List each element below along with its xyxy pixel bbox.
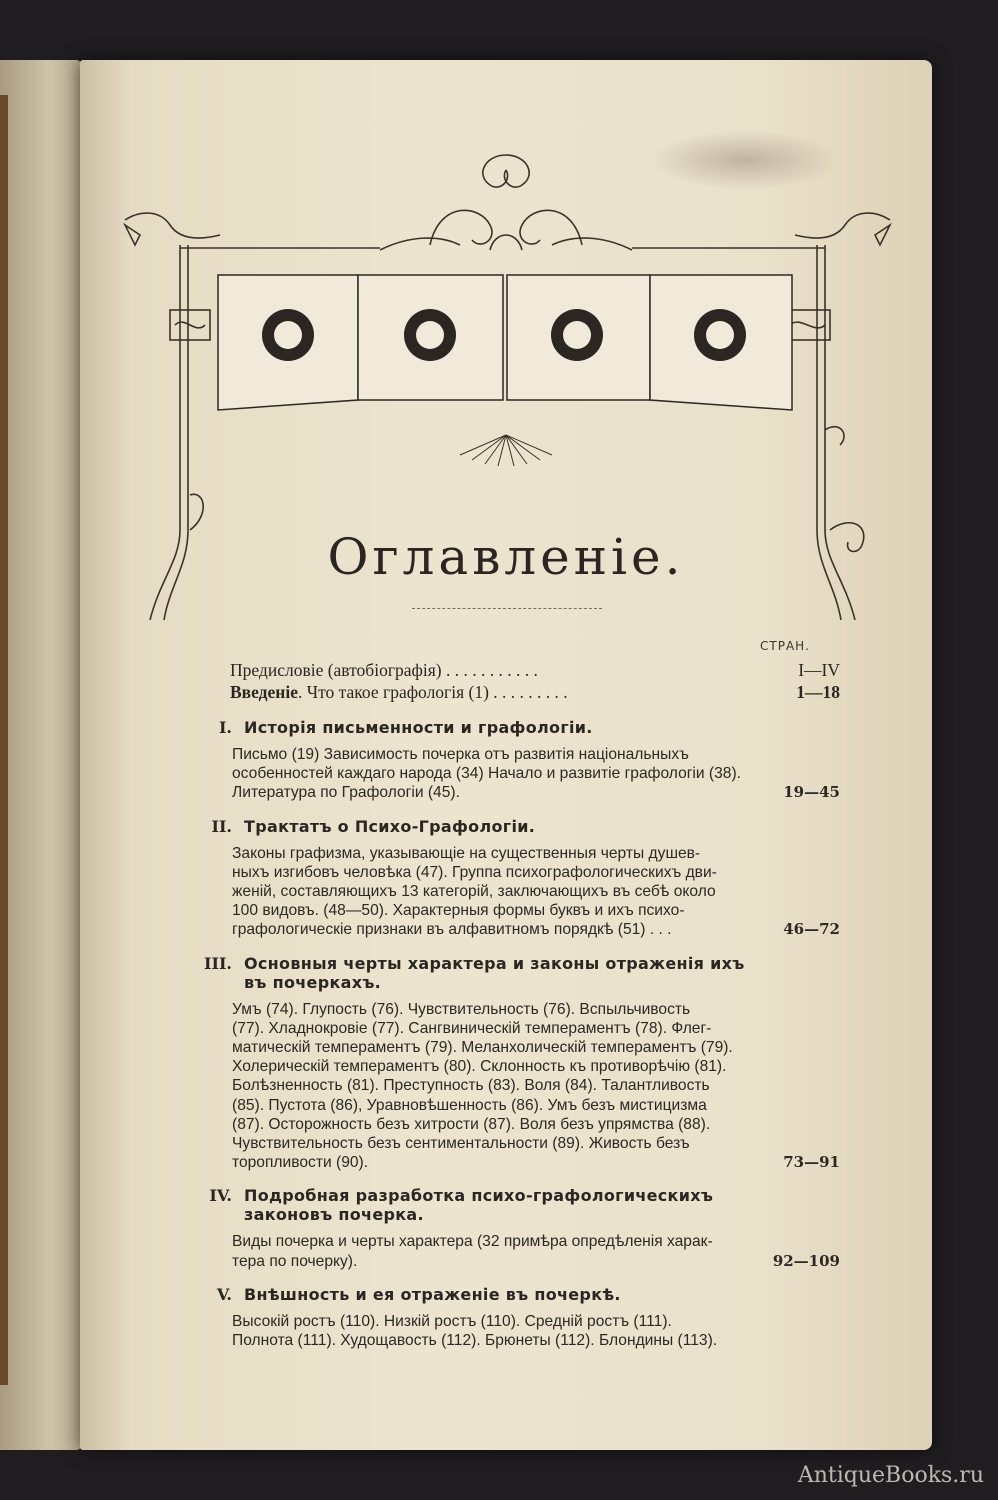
description-line: (85). Пустота (86), Уравновѣшенность (86). Умъ безъ мистицизма [232, 1096, 707, 1114]
chapter-pages: 19—45 [783, 783, 840, 802]
chapter-description [180, 1000, 840, 1173]
chapter-number: IV. [209, 1186, 232, 1206]
chapter-description [180, 745, 840, 803]
description-line: Умъ (74). Глупость (76). Чувствительность (76). Вспыльчивость [232, 1000, 691, 1018]
chapter-number: V. [216, 1284, 232, 1304]
chapter-description [180, 1312, 840, 1350]
site-watermark: AntiqueBooks.ru [797, 1463, 984, 1488]
chapter-title: Трактатъ о Психо-Графологіи. [244, 816, 536, 836]
description-line: Литература по Графологіи (45). [232, 784, 460, 802]
book-page [80, 60, 932, 1450]
table-of-contents [180, 660, 840, 1350]
description-line: тера по почерку). [232, 1252, 358, 1270]
description-line: Высокій ростъ (110). Низкій ростъ (110). Средній ростъ (111). [232, 1312, 672, 1330]
book-cover-edge [0, 95, 8, 1385]
chapter-3 [180, 954, 840, 1173]
description-line: торопливости (90). [232, 1154, 369, 1172]
pages-column-label: СТРАН. [760, 639, 810, 653]
description-line: (87). Осторожность безъ хитрости (87). Воля безъ упрямства (88). [232, 1115, 711, 1133]
chapter-1 [180, 718, 840, 803]
chapter-number: I. [218, 718, 232, 737]
dot-leader: . . . . . . . . . . . [441, 660, 538, 680]
description-line: графологическіе признаки въ алфавитномъ порядкѣ (51) . . . [232, 921, 672, 939]
chapter-number: III. [203, 953, 232, 973]
chapter-5 [180, 1285, 840, 1350]
description-line: Виды почерка и черты характера (32 примѣра опредѣленія харак- [232, 1233, 713, 1251]
description-line: ныхъ изгибовъ человѣка (47). Группа психографологическихъ дви- [232, 863, 717, 881]
chapter-2 [180, 817, 840, 940]
chapter-description [180, 1232, 840, 1270]
toc-entry-introduction [180, 682, 840, 704]
toc-entry-preface [180, 660, 840, 682]
facing-page-edge [0, 60, 82, 1450]
chapter-title: Подробная разработка психо-графологическихъ [244, 1186, 714, 1206]
entry-title: . Что такое графологія (1) [298, 682, 489, 702]
description-line: Болѣзненность (81). Преступность (83). Воля (84). Талантливость [232, 1077, 710, 1095]
entry-pages: 1—18 [796, 682, 840, 702]
chapter-description [180, 844, 840, 940]
chapter-title: Исторія письменности и графологіи. [244, 718, 593, 737]
chapter-title-continued: законовъ почерка. [244, 1205, 424, 1225]
description-line: Чувствительность безъ сентиментальности (89). Живость безъ [232, 1135, 690, 1153]
description-line: матическій темпераментъ (79). Меланхолическій темпераментъ (79). [232, 1039, 733, 1057]
title-divider [412, 608, 602, 609]
description-line: (77). Хладнокровіе (77). Сангвиническій темпераментъ (78). Флег- [232, 1019, 712, 1037]
entry-title: Предисловіе (автобіографія) [230, 660, 442, 680]
chapter-title: Основныя черты характера и законы отраженія ихъ [244, 953, 745, 973]
dot-leader: . . . . . . . . . [488, 682, 568, 702]
description-line: Письмо (19) Зависимость почерка отъ развитія національныхъ [232, 746, 689, 763]
chapter-number: II. [211, 816, 232, 836]
description-line: Полнота (111). Худощавость (112). Брюнеты (112). Блондины (113). [232, 1332, 718, 1350]
entry-pages: I—IV [798, 660, 840, 680]
chapter-pages: 73—91 [783, 1153, 840, 1172]
chapter-pages: 46—72 [783, 920, 840, 939]
chapter-4 [180, 1186, 840, 1270]
chapter-title-continued: въ почеркахъ. [244, 972, 382, 992]
description-line: особенностей каждаго народа (34) Начало и развитіе графологіи (38). [232, 765, 741, 783]
chapter-title: Внѣшность и ея отраженіе въ почеркѣ. [244, 1284, 621, 1304]
description-line: Законы графизма, указывающіе на существенныя черты душев- [232, 844, 701, 862]
chapter-pages: 92—109 [772, 1251, 840, 1270]
description-line: 100 видовъ. (48—50). Характерныя формы буквъ и ихъ психо- [232, 902, 685, 920]
page-title: Оглавленіе. [327, 528, 685, 586]
description-line: женій, составляющихъ 13 категорій, заключающихъ въ себѣ около [232, 883, 716, 901]
description-line: Холерическій темпераментъ (80). Склонность къ противорѣчію (81). [232, 1058, 727, 1076]
entry-title-bold: Введеніе [230, 682, 298, 702]
